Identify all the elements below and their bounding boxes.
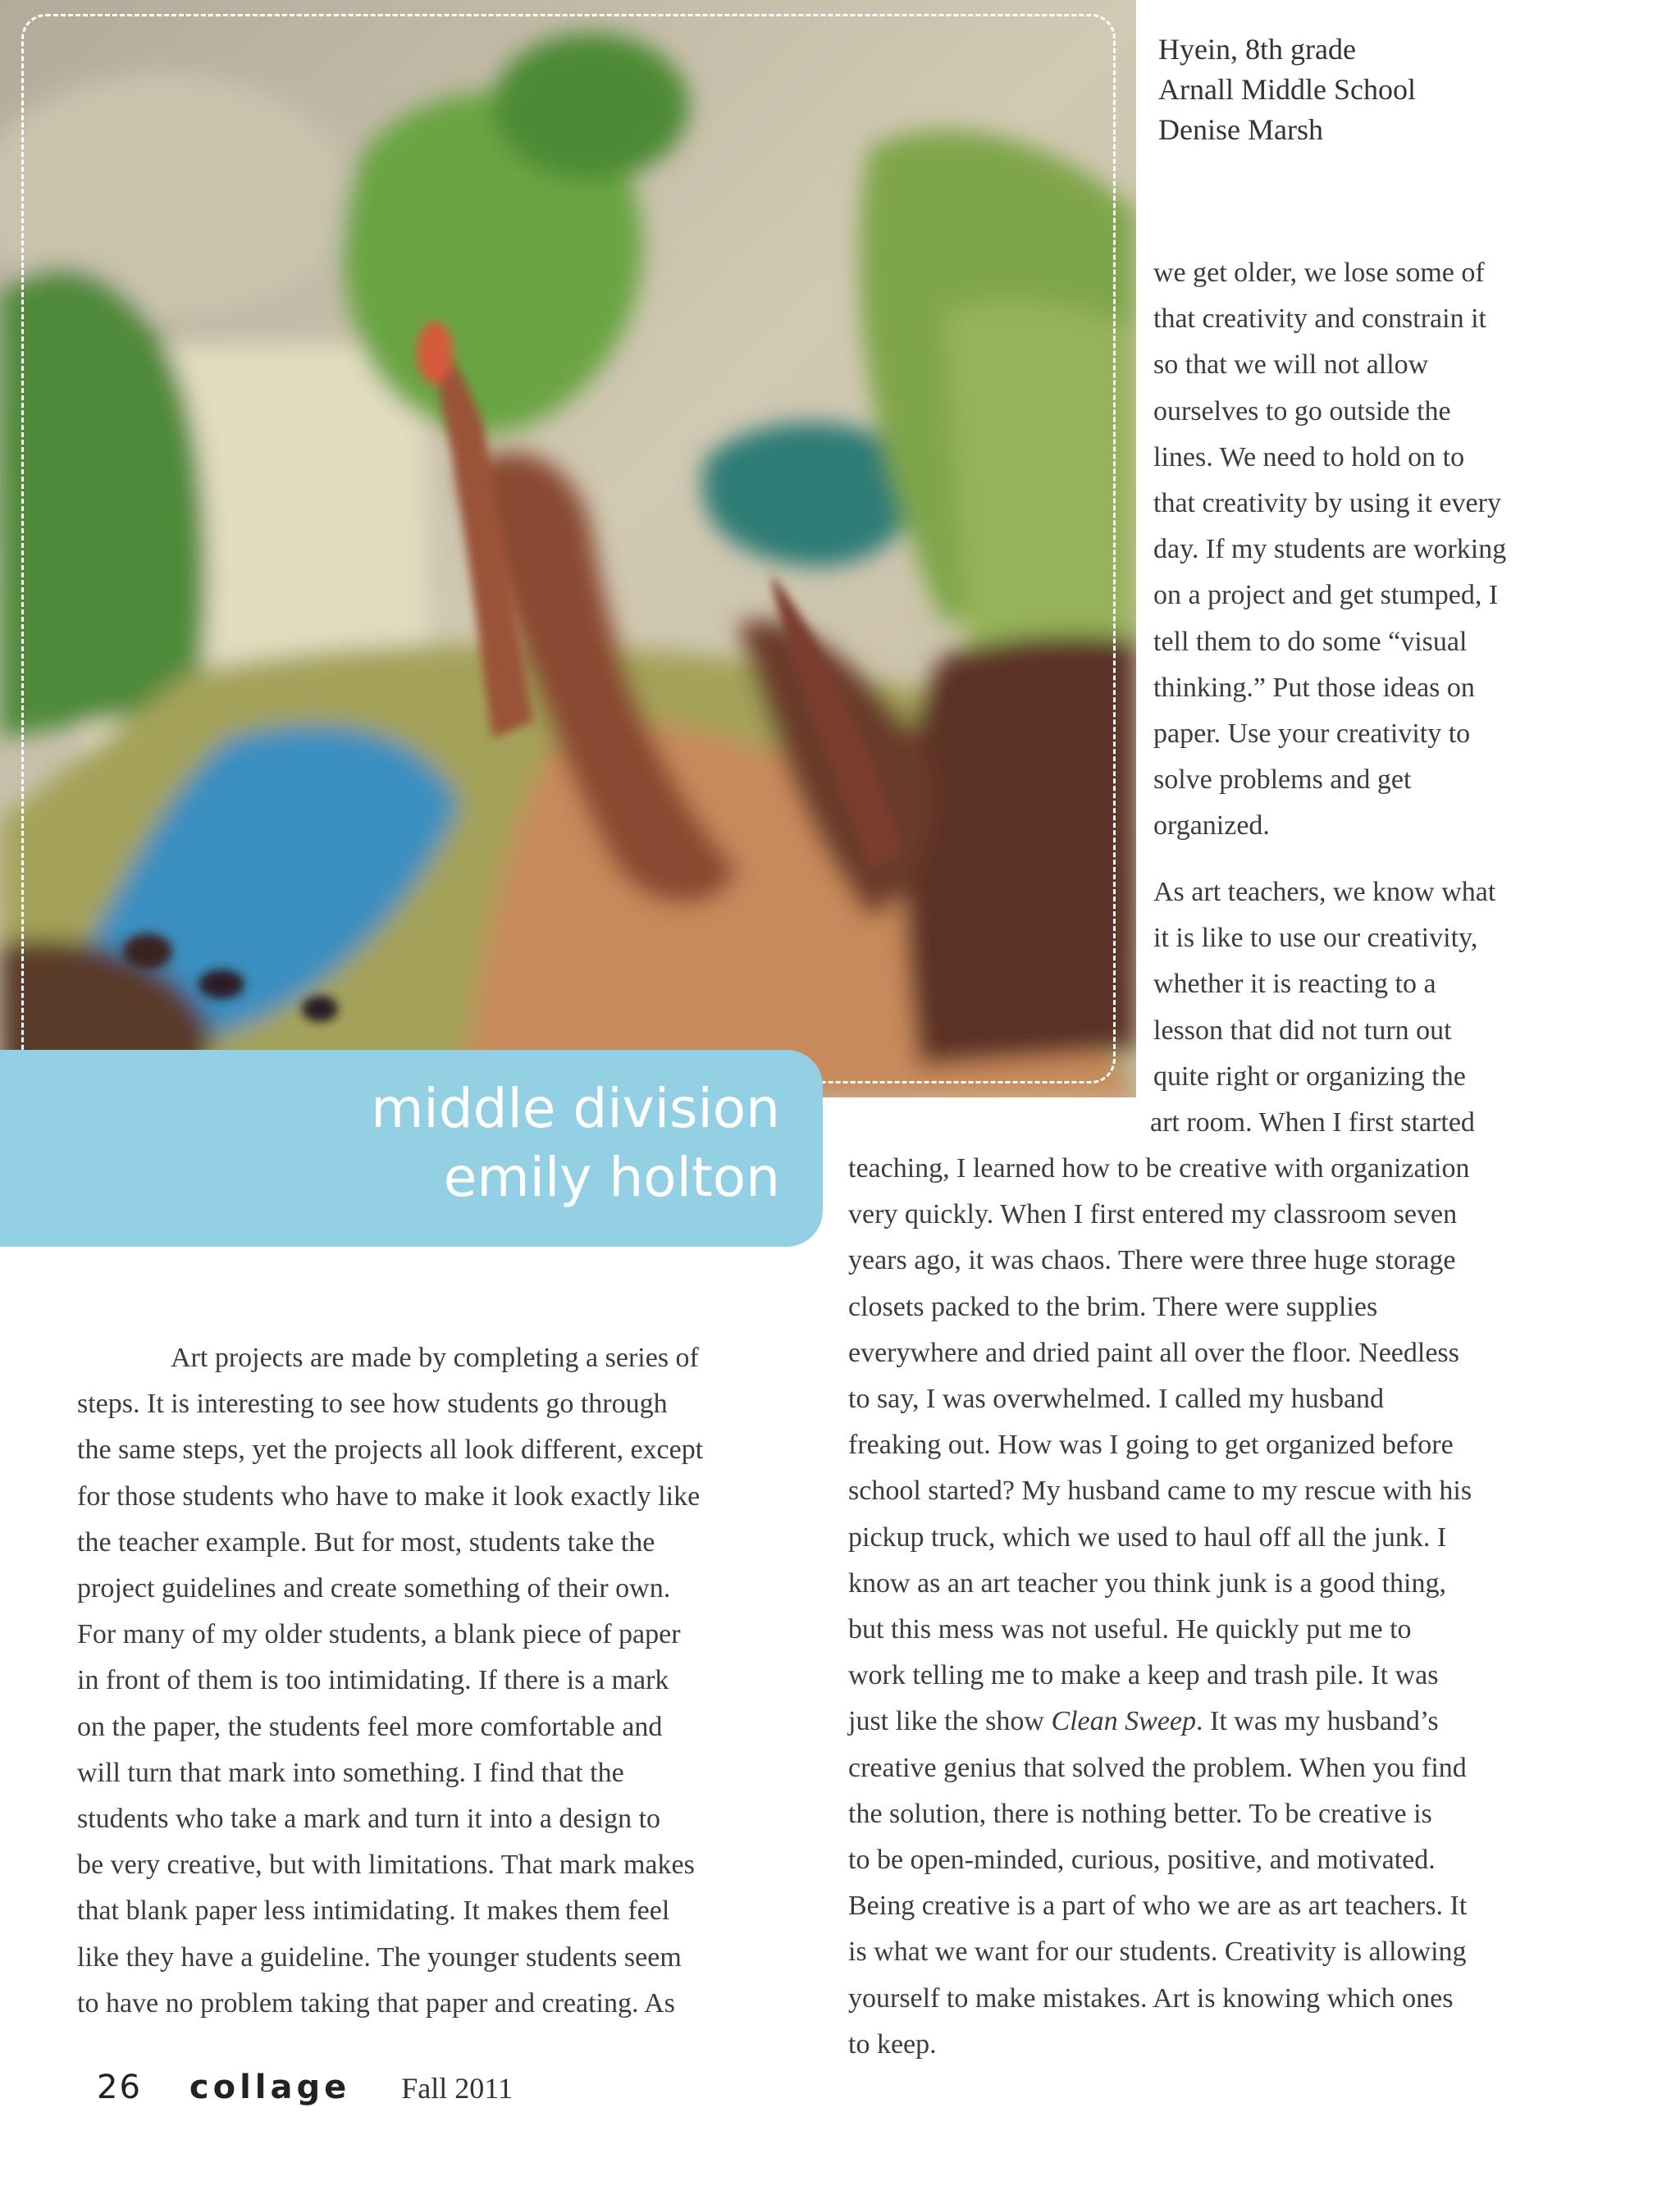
text-line: steps. It is interesting to see how students go through [77, 1389, 668, 1420]
text-line: like they have a guideline. The younger students seem [77, 1941, 682, 1973]
text-line: quite right or organizing the [1153, 1061, 1466, 1092]
text-line-with-show-title [848, 1699, 1472, 1745]
text-line: that blank paper less intimidating. It makes them feel [77, 1896, 670, 1927]
text-line: the same steps, yet the projects all look different, except [77, 1435, 704, 1466]
page-number: 26 [97, 2069, 142, 2106]
text-line: the solution, there is nothing better. To be creative is [848, 1798, 1432, 1829]
text-line: it is like to use our creativity, [1153, 923, 1478, 954]
credit-school: Arnall Middle School [1158, 73, 1416, 106]
text-line: that creativity and constrain it [1153, 303, 1486, 335]
text-line: pickup truck, which we used to haul off all the junk. I [848, 1521, 1447, 1553]
text-line: lines. We need to hold on to [1153, 441, 1465, 472]
text-line: we get older, we lose some of [1153, 258, 1485, 288]
text-line: solve problems and get [1153, 764, 1412, 796]
text-line: school started? My husband came to my rescue with his [848, 1476, 1472, 1507]
text-line: to have no problem taking that paper and creating. As [77, 1987, 675, 2019]
text-line: creative genius that solved the problem. When you find [848, 1752, 1467, 1783]
text-line: whether it is reacting to a [1153, 969, 1436, 1000]
credit-student: Hyein, 8th grade [1158, 33, 1356, 66]
text-line: to say, I was overwhelmed. I called my husband [848, 1384, 1385, 1415]
section-title: middle division [371, 1077, 780, 1140]
text-line: so that we will not allow [1153, 349, 1429, 381]
author-name: emily holton [443, 1146, 780, 1209]
right-column-paragraph-3 [848, 1146, 1472, 2068]
text-line: will turn that mark into something. I find that the [77, 1757, 624, 1788]
text-line: that creativity by using it every [1153, 488, 1501, 519]
right-column-paragraph-2 [1150, 869, 1496, 1146]
text-line: Being creative is a part of who we are as art teachers. It [848, 1891, 1468, 1922]
text-line: paper. Use your creativity to [1153, 719, 1471, 750]
text-line: teaching, I learned how to be creative with organization [848, 1153, 1470, 1184]
show-title: Clean Sweep [1051, 1706, 1197, 1737]
right-column-paragraph-1 [1153, 250, 1506, 850]
text-line: everywhere and dried paint all over the floor. Needless [848, 1337, 1459, 1368]
text-line: students who take a mark and turn it into a design to [77, 1804, 661, 1835]
text-line: for those students who have to make it look exactly like [77, 1480, 701, 1512]
text-line: is what we want for our students. Creativity is allowing [848, 1937, 1467, 1968]
text-line: freaking out. How was I going to get organized before [848, 1430, 1454, 1461]
issue-date: Fall 2011 [401, 2072, 513, 2105]
text-line: day. If my students are working [1153, 534, 1507, 565]
text-line: yourself to make mistakes. Art is knowing which ones [848, 1982, 1454, 2014]
text-line: lesson that did not turn out [1153, 1015, 1452, 1046]
text-line: be very creative, but with limitations. That mark makes [77, 1850, 695, 1881]
text-line: to be open-minded, curious, positive, and motivated. [848, 1845, 1436, 1876]
text-line: on a project and get stumped, I [1153, 580, 1499, 611]
credit-teacher: Denise Marsh [1158, 113, 1323, 146]
text-line: ourselves to go outside the [1153, 395, 1451, 427]
text-line: organized. [1153, 810, 1270, 842]
text-line: As art teachers, we know what [1153, 877, 1496, 907]
text-line: For many of my older students, a blank piece of paper [77, 1619, 681, 1650]
text-line: art room. When I first started [1150, 1107, 1475, 1138]
show-line-after: . It was my husband’s [1196, 1706, 1439, 1737]
text-line: on the paper, the students feel more comfortable and [77, 1711, 663, 1742]
text-line: the teacher example. But for most, students take the [77, 1526, 655, 1558]
left-column-paragraph [77, 1335, 703, 2027]
section-banner [0, 1050, 823, 1247]
text-line: Art projects are made by completing a series of [171, 1343, 699, 1373]
magazine-name: collage [189, 2069, 351, 2106]
text-line: but this mess was not useful. He quickly put me to [848, 1614, 1412, 1645]
text-line: thinking.” Put those ideas on [1153, 672, 1475, 703]
text-line: work telling me to make a keep and trash pile. It was [848, 1660, 1439, 1691]
pastel-landscape-image [0, 0, 1136, 1097]
show-line-before: just like the show [848, 1706, 1052, 1737]
page-footer [97, 2069, 513, 2118]
text-line: know as an art teacher you think junk is a good thing, [848, 1567, 1446, 1599]
text-line: very quickly. When I first entered my classroom seven [848, 1199, 1458, 1230]
student-artwork [0, 0, 1136, 1097]
text-line: in front of them is too intimidating. If there is a mark [77, 1665, 669, 1696]
text-line: project guidelines and create something of their own. [77, 1573, 671, 1604]
text-line: to keep. [848, 2028, 937, 2060]
text-line: closets packed to the brim. There were supplies [848, 1291, 1378, 1322]
text-line: tell them to do some “visual [1153, 626, 1468, 657]
text-line: years ago, it was chaos. There were three huge storage [848, 1245, 1456, 1276]
artwork-credit [1158, 30, 1650, 150]
